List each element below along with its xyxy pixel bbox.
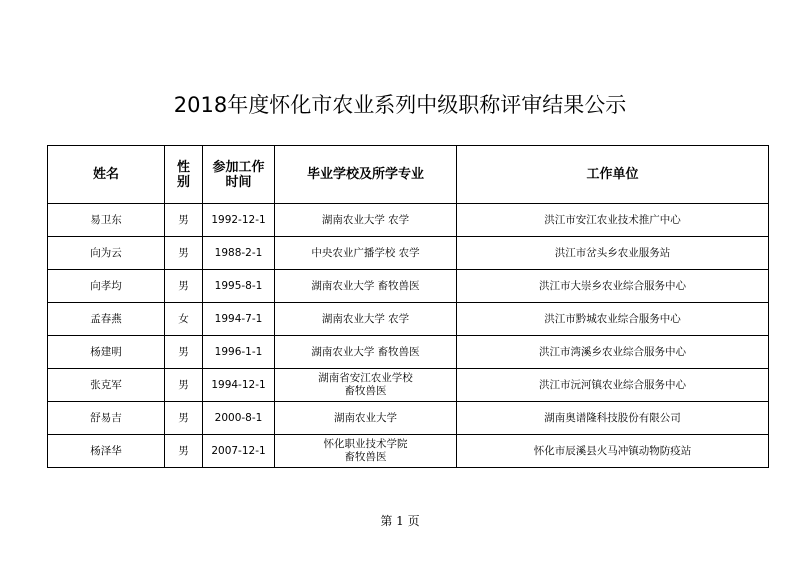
cell-gender: 男 [165,237,203,270]
cell-employer: 洪江市沅河镇农业综合服务中心 [457,369,769,402]
cell-name: 张克军 [48,369,165,402]
cell-employer: 洪江市岔头乡农业服务站 [457,237,769,270]
cell-start-date: 1994-12-1 [203,369,275,402]
header-start-date [203,146,275,204]
cell-start-date: 2000-8-1 [203,402,275,435]
cell-school-line1: 湖南农业大学 [334,411,397,424]
cell-gender: 男 [165,369,203,402]
cell-name: 易卫东 [48,204,165,237]
cell-school-line1: 湖南农业大学 农学 [321,213,410,226]
cell-school-line2: 畜牧兽医 [344,385,387,397]
cell-school [275,402,457,435]
cell-school-line1: 怀化职业技术学院 [323,438,408,450]
cell-start-date: 1995-8-1 [203,270,275,303]
cell-school [275,336,457,369]
cell-school-line2: 畜牧兽医 [344,451,387,463]
cell-school-line1: 湖南农业大学 畜牧兽医 [311,345,420,358]
cell-gender: 男 [165,204,203,237]
cell-school [275,270,457,303]
cell-employer: 洪江市湾溪乡农业综合服务中心 [457,336,769,369]
cell-school [275,369,457,402]
cell-start-date: 2007-12-1 [203,435,275,468]
cell-employer: 洪江市黔城农业综合服务中心 [457,303,769,336]
table-row [48,402,769,435]
cell-employer: 湖南奥谱隆科技股份有限公司 [457,402,769,435]
cell-school [275,303,457,336]
cell-school [275,237,457,270]
cell-start-date: 1992-12-1 [203,204,275,237]
cell-gender: 男 [165,270,203,303]
cell-start-date: 1994-7-1 [203,303,275,336]
cell-school-line1: 湖南农业大学 畜牧兽医 [311,279,420,292]
table-row [48,336,769,369]
header-start-line1: 参加工作 [212,159,265,175]
table-row [48,270,769,303]
cell-school-line1: 湖南省安江农业学校 [318,372,413,384]
document-title: 2018年度怀化市农业系列中级职称评审结果公示 [173,93,627,117]
header-name: 姓名 [48,146,165,204]
table-row [48,204,769,237]
cell-start-date: 1996-1-1 [203,336,275,369]
table-row [48,435,769,468]
cell-gender: 男 [165,435,203,468]
cell-employer: 怀化市辰溪县火马冲镇动物防疫站 [457,435,769,468]
cell-name: 舒易吉 [48,402,165,435]
header-gender [165,146,203,204]
cell-start-date: 1988-2-1 [203,237,275,270]
cell-name: 杨建明 [48,336,165,369]
cell-school [275,204,457,237]
results-table [47,145,769,468]
cell-employer: 洪江市大崇乡农业综合服务中心 [457,270,769,303]
cell-name: 杨泽华 [48,435,165,468]
cell-school-line1: 湖南农业大学 农学 [321,312,410,325]
cell-school-line1: 中央农业广播学校 农学 [311,246,420,259]
cell-school [275,435,457,468]
cell-name: 向孝均 [48,270,165,303]
header-gender-line2: 别 [176,174,190,190]
header-gender-line1: 性 [176,159,190,175]
cell-name: 孟春燕 [48,303,165,336]
cell-gender: 男 [165,336,203,369]
page-number: 第 1 页 [380,514,420,528]
header-school: 毕业学校及所学专业 [275,146,457,204]
cell-name: 向为云 [48,237,165,270]
table-row [48,303,769,336]
cell-gender: 女 [165,303,203,336]
table-row [48,369,769,402]
table-header-row [48,146,769,204]
cell-gender: 男 [165,402,203,435]
header-start-line2: 时间 [225,174,252,190]
table-row [48,237,769,270]
header-employer: 工作单位 [457,146,769,204]
cell-employer: 洪江市安江农业技术推广中心 [457,204,769,237]
